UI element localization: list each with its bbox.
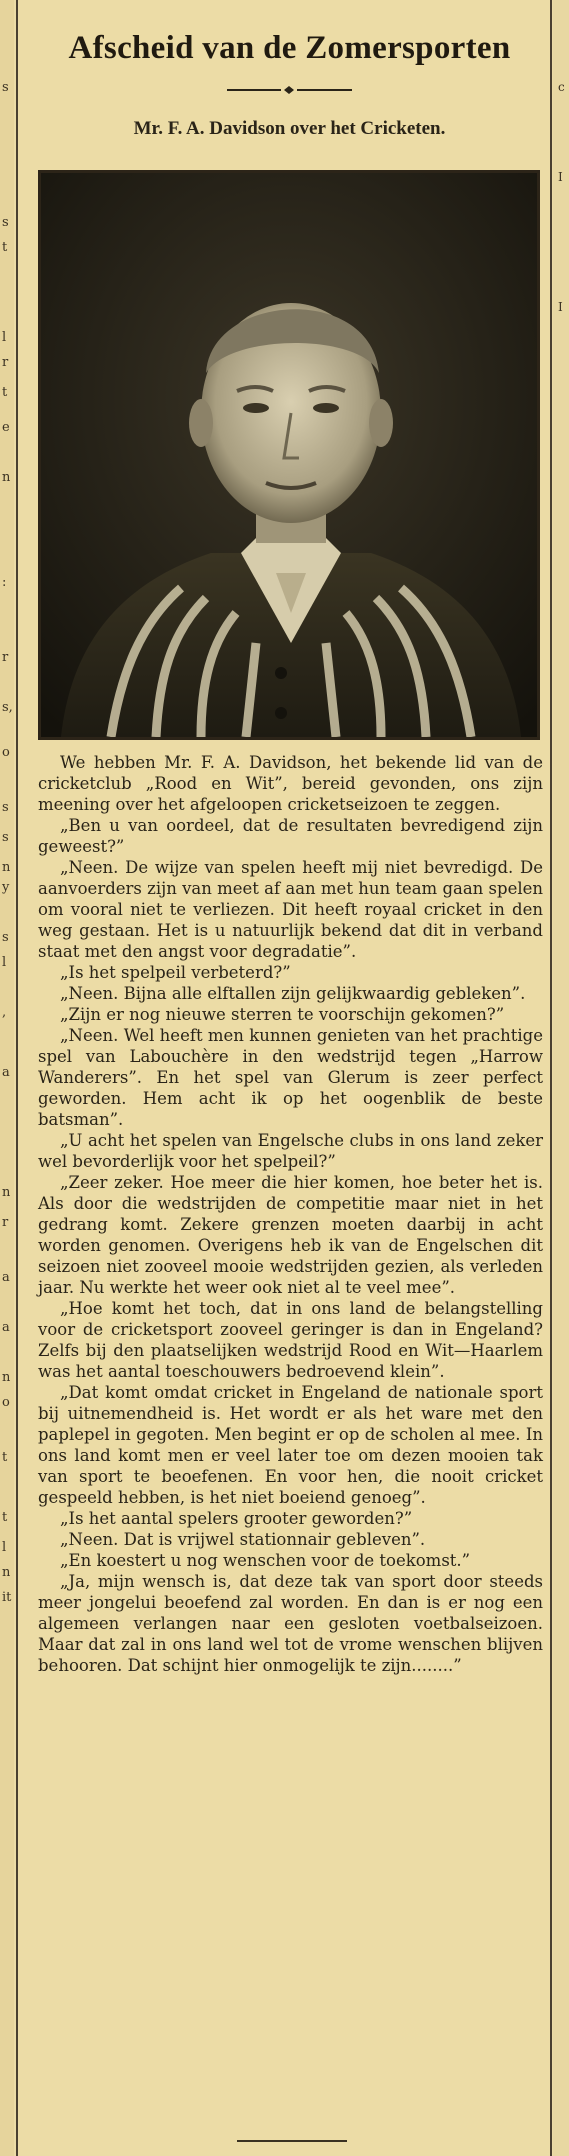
left-column-fragment: t — [2, 1450, 8, 1465]
left-column-fragment: a — [2, 1270, 10, 1285]
left-column-fragment: s — [2, 800, 9, 815]
left-column-fragment: n — [2, 860, 11, 875]
left-column-fragment: s — [2, 930, 9, 945]
article-paragraph: „U acht het spelen van Engelsche clubs in ons land zeker wel bevorderlijk voor het spelpeil?” — [38, 1131, 543, 1171]
article-paragraph: „Ben u van oordeel, dat de resultaten bevredigend zijn geweest?” — [38, 816, 543, 856]
article-paragraph: „Zijn er nog nieuwe sterren te voorschijn gekomen?” — [60, 1005, 505, 1024]
left-column-fragment: r — [2, 355, 9, 370]
headline: Afscheid van de Zomersporten — [68, 30, 511, 66]
left-column-fragment: s — [2, 830, 9, 845]
left-column-fragment: s, — [2, 700, 13, 715]
left-column-fragment: s — [2, 80, 9, 95]
article-paragraph: „Neen. Wel heeft men kunnen genieten van het prachtige spel van Labouchère in den wedstrijd tegen „Harrow Wanderers”. En het spel van Glerum is zeer perfect geworden. Hem acht ik op het oogenblik de beste batsman”. — [38, 1026, 543, 1129]
article-paragraph: „Hoe komt het toch, dat in ons land de belangstelling voor de cricketsport zooveel geringer is dan in Engeland? Zelfs bij den plaatselijken wedstrijd Rood en Wit—Haarlem was het aantal toeschouwers bedroevend klein”. — [38, 1299, 543, 1381]
left-column-fragment: l — [2, 955, 7, 970]
article-paragraph: „Neen. De wijze van spelen heeft mij niet bevredigd. De aanvoerders zijn van meet af aan met hun team gaan spelen om vooral niet te verliezen. Dit heeft royaal cricket in den weg gestaan. Het is u natuurlijk bekend dat dit in verband staat met den angst voor degradatie”. — [38, 858, 544, 961]
article-paragraph: „Neen. Dat is vrijwel stationnair gebleven”. — [60, 1530, 426, 1549]
left-column-fragment: o — [2, 1395, 10, 1410]
right-adjacent-column — [553, 0, 569, 2156]
left-column-fragment: , — [2, 1005, 7, 1020]
left-column-fragment: a — [2, 1065, 10, 1080]
left-column-fragment: t — [2, 240, 8, 255]
article-column — [32, 0, 547, 2156]
article-paragraph: „Zeer zeker. Hoe meer die hier komen, hoe beter het is. Als door die wedstrijden de competitie maar niet in het gedrang komt. Zekere grenzen moeten daarbij in acht worden genomen. Overigens heb ik van de Engelschen dit seizoen niet zooveel mooie wedstrijden gezien, als verleden jaar. Nu werkte het weer ook niet al te veel mee”. — [38, 1173, 543, 1297]
left-column-fragment: t — [2, 385, 8, 400]
left-column-fragment: o — [2, 745, 10, 760]
right-column-fragment: I — [558, 300, 563, 314]
headline-ornament — [227, 85, 352, 95]
article-end-rule — [237, 2140, 347, 2142]
left-column-fragment: r — [2, 650, 9, 665]
left-column-fragment: l — [2, 1540, 7, 1555]
article-paragraph: „Dat komt omdat cricket in Engeland de nationale sport bij uitnemendheid is. Het wordt er als het ware met den paplepel in gegoten. Men begint er op de scholen al mee. In ons land komt men er veel later toe om dezen mooien tak van sport te beoefenen. En voor hen, die nooit cricket gespeeld hebben, is het niet boeiend genoeg”. — [38, 1383, 543, 1507]
subheadline: Mr. F. A. Davidson over het Cricketen. — [133, 118, 446, 139]
left-column-fragment: y — [2, 880, 10, 895]
right-column-fragment: I — [558, 170, 563, 184]
left-column-fragment: l — [2, 330, 7, 345]
right-column-rule — [550, 0, 552, 2156]
article-paragraph: „Is het spelpeil verbeterd?” — [60, 963, 291, 982]
left-column-fragment: a — [2, 1320, 10, 1335]
portrait-photo — [38, 170, 540, 740]
left-column-fragment: r — [2, 1215, 9, 1230]
left-column-fragment: n — [2, 1565, 11, 1580]
article-paragraph: „En koestert u nog wenschen voor de toekomst.” — [60, 1551, 471, 1570]
left-column-fragment: e — [2, 420, 10, 435]
portrait-image — [41, 173, 537, 737]
left-column-fragment: it — [2, 1590, 12, 1605]
right-column-fragment: c — [558, 80, 565, 94]
left-column-fragment: : — [2, 575, 7, 590]
article-body — [38, 752, 543, 1676]
left-column-fragment: s — [2, 215, 9, 230]
left-column-rule — [16, 0, 18, 2156]
article-paragraph: We hebben Mr. F. A. Davidson, het bekende lid van de cricketclub „Rood en Wit”, bereid gevonden, ons zijn meening over het afgeloopen cricketseizoen te zeggen. — [38, 753, 543, 814]
left-column-fragment: t — [2, 1510, 8, 1525]
article-paragraph: „Ja, mijn wensch is, dat deze tak van sport door steeds meer jongelui beoefend zal worden. En dan is er nog een algemeen verlangen naar een gesloten voetbalseizoen. Maar dat zal in ons land wel tot de vrome wenschen blijven behooren. Dat schijnt hier onmogelijk te zijn........” — [38, 1572, 543, 1675]
left-column-fragment: n — [2, 1185, 11, 1200]
article-paragraph: „Is het aantal spelers grooter geworden?” — [60, 1509, 413, 1528]
left-column-fragment: n — [2, 470, 11, 485]
left-column-fragment: n — [2, 1370, 11, 1385]
article-paragraph: „Neen. Bijna alle elftallen zijn gelijkwaardig gebleken”. — [60, 984, 526, 1003]
